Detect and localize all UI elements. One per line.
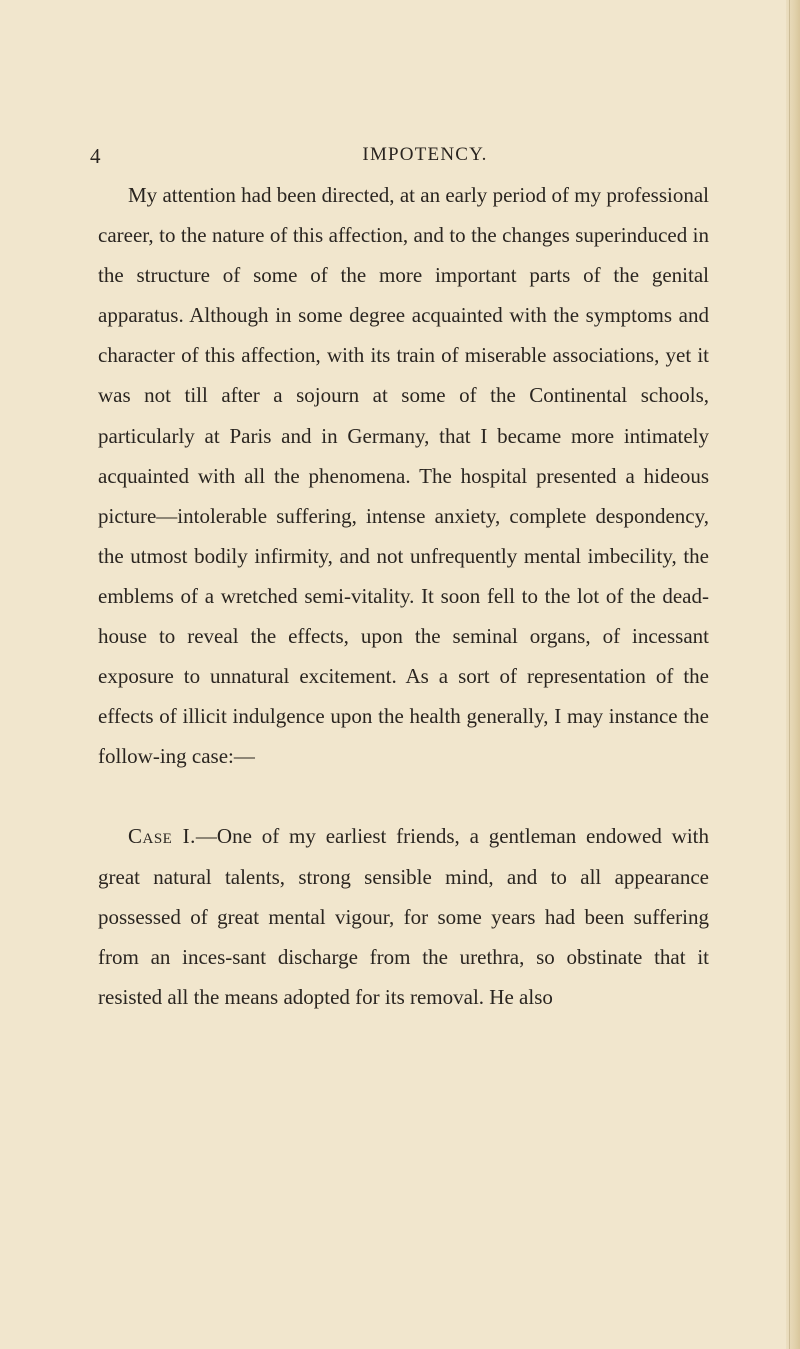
body-text (98, 175, 709, 1017)
paragraph-1: My attention had been directed, at an early period of my professional career, to the nature of this affection, and to the changes superinduced in the structure of some of the more important parts of the genital apparatus. Although in some degree acquainted with the symptoms and character of this affection, with its train of miserable associations, yet it was not till after a sojourn at some of the Continental schools, particularly at Paris and in Germany, that I became more intimately acquainted with all the phenomena. The hospital presented a hideous picture—intolerable suffering, intense anxiety, complete despondency, the utmost bodily infirmity, and not unfrequently mental imbecility, the emblems of a wretched semi-vitality. It soon fell to the lot of the dead-house to reveal the effects, upon the seminal organs, of incessant exposure to unnatural excitement. As a sort of representation of the effects of illicit indulgence upon the health generally, I may instance the follow-ing case:— (98, 183, 709, 769)
page-edge-line (789, 0, 790, 1349)
case-heading: Case I. (128, 824, 196, 849)
paragraph-case-1 (98, 816, 709, 1016)
page-header (90, 140, 710, 172)
running-head: IMPOTENCY. (362, 144, 488, 165)
page-number: 4 (90, 144, 101, 168)
case-1-text: —One of my earliest friends, a gentleman endowed with great natural talents, strong sensible mind, and to all appearance possessed of great mental vigour, for some years had been suffering from an inces-sant discharge from the urethra, so obstinate that it resisted all the means adopted for its removal. He also (98, 824, 709, 1009)
